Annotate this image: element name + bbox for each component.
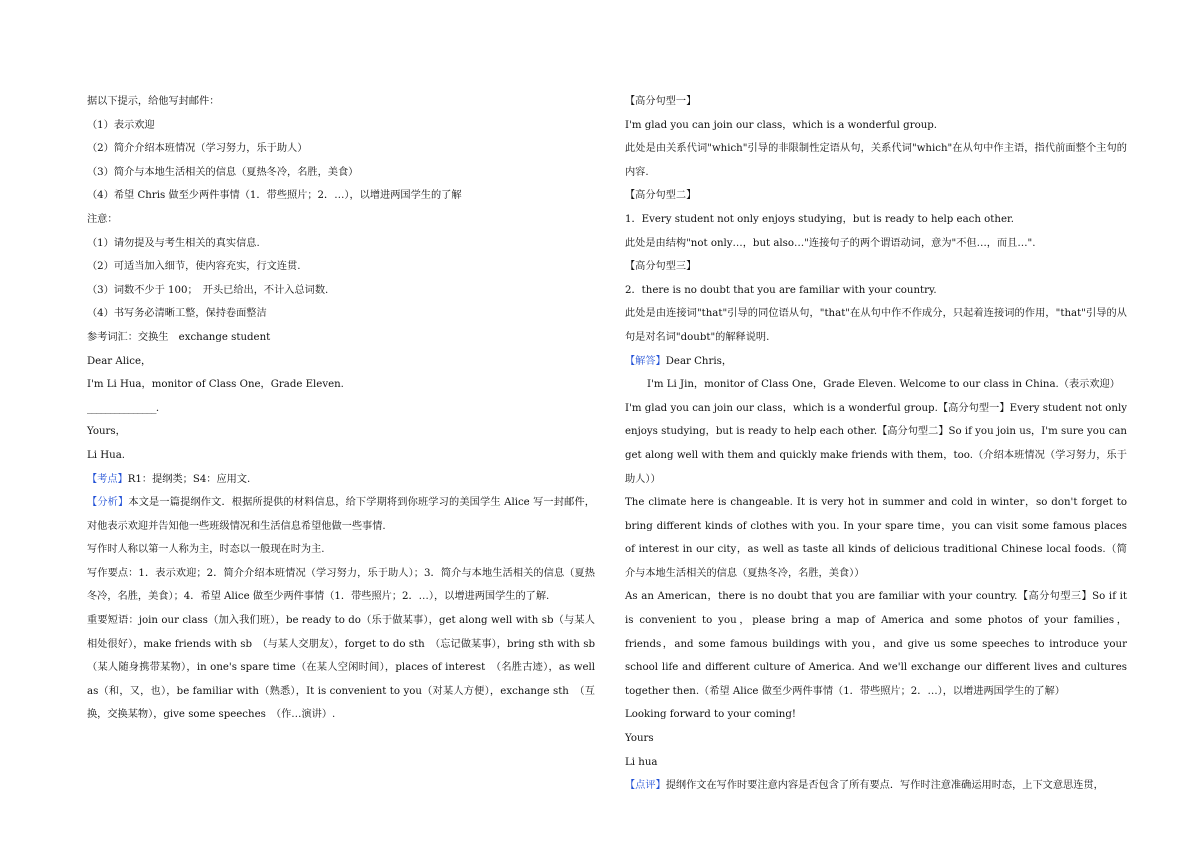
prompt-line: （2）简介介绍本班情况（学习努力，乐于助人） — [87, 143, 308, 155]
prompt-line: （1）表示欢迎 — [87, 119, 155, 131]
answer-paragraph: I'm Li Jin，monitor of Class One，Grade Eleven. Welcome to our class in China.（表示欢迎） — [647, 379, 1120, 391]
answer-paragraph: As an American，there is no doubt that you are familiar with your country.【高分句型三】So if it is convenient to you，please bring a map of America and some photos of your families，friends，and some famous buildings with you，and give us some speeches to introduce your school life and different culture of America. And we'll exchange our different lives and cultures together then.（希望 Alice 做至少两件事情（1．带些照片；2．…），以增进两国学生的了解） — [625, 591, 1127, 697]
answer-closing-line: Looking forward to your coming! — [625, 709, 796, 721]
kaodian-text: R1：提纲类；S4：应用文. — [127, 473, 251, 485]
analysis-paragraph: 写作要点：1．表示欢迎；2．简介介绍本班情况（学习努力，乐于助人）；3．简介与本地生活相关的信息（夏热冬冷，名胜，美食）；4．希望 Alice 做至少两件事情（1．带些照片；2．…），以增进两国学生的了解. — [87, 567, 595, 603]
left-column — [87, 90, 606, 727]
answer-closing-line: Yours — [625, 733, 654, 745]
fenxi-paragraph — [87, 491, 595, 538]
notice-line: （2）可适当加入细节，使内容充实，行文连贯. — [87, 261, 301, 273]
notice-line: （4）书写务必清晰工整，保持卷面整洁 — [87, 308, 267, 320]
letter-signature: Li Hua. — [87, 449, 126, 461]
sentence-pattern-heading: 【高分句型三】 — [625, 261, 697, 273]
dianping-text: 提纲作文在写作时要注意内容是否包含了所有要点．写作时注意准确运用时态，上下文意思连贯， — [665, 780, 1104, 792]
answer-paragraph: The climate here is changeable. It is very hot in summer and cold in winter，so don't forget to bring different kinds of clothes with you. In your spare time，you can visit some famous places of interest in our city，as well as taste all kinds of delicious traditional Chinese local foods.（简介与本地生活相关的信息（夏热冬冷，名胜，美食）） — [625, 497, 1127, 579]
prompt-line: （4）希望 Chris 做至少两件事情（1．带些照片；2．…），以增进两国学生的了解 — [87, 190, 462, 202]
letter-closing: Yours， — [87, 426, 126, 438]
sentence-pattern-explanation: 此处是由结构"not only…，but also…"连接句子的两个谓语动词，意为"不但…，而且…". — [625, 237, 1036, 249]
answer-signature: Li hua — [625, 756, 658, 768]
letter-opening: I'm Li Hua，monitor of Class One，Grade Eleven. — [87, 379, 344, 391]
notice-line: （3）词数不少于 100； 开头已给出，不计入总词数. — [87, 284, 329, 296]
sentence-pattern-example: I'm glad you can join our class，which is a wonderful group. — [625, 119, 938, 131]
notice-line: （1）请勿提及与考生相关的真实信息. — [87, 237, 260, 249]
dianping-line — [625, 774, 1127, 798]
sentence-pattern-explanation: 此处是由关系代词"which"引导的非限制性定语从句，关系代词"which"在从句中作主语，指代前面整个主句的内容. — [625, 143, 1127, 178]
kaodian-line — [87, 468, 595, 492]
fenxi-text: 本文是一篇提纲作文．根据所提供的材料信息，给下学期将到你班学习的美国学生 Alice 写一封邮件，对他表示欢迎并告知他一些班级情况和生活信息希望他做一些事情. — [87, 497, 595, 532]
vocab-line: 参考词汇：交换生 exchange student — [87, 331, 271, 343]
letter-greeting: Dear Alice， — [87, 355, 152, 367]
phrases-paragraph: 重要短语：join our class（加入我们班），be ready to do（乐于做某事），get along well with sb（与某人相处很好），make friends with sb （与某人交朋友），forget to do sth （忘记做某事），bring sth with sb （某人随身携带某物），in one's spare time（在某人空闲时间），places of interest （名胜古迹），as well as（和，又，也），be familiar with（熟悉），It is convenient to you（对某人方便），exchange sth （互换，交换某物），give some speeches （作…演讲）. — [87, 615, 606, 721]
fenxi-tag: 【分析】 — [87, 497, 129, 509]
right-column — [625, 90, 1127, 798]
jieda-line — [625, 350, 1127, 374]
kaodian-tag: 【考点】 — [87, 473, 128, 485]
jieda-tag: 【解答】 — [625, 355, 666, 367]
analysis-paragraph: 写作时人称以第一人称为主，时态以一般现在时为主. — [87, 544, 325, 556]
jieda-text: Dear Chris， — [665, 355, 733, 367]
sentence-pattern-example: 2．there is no doubt that you are familiar with your country. — [625, 284, 937, 296]
sentence-pattern-heading: 【高分句型一】 — [625, 96, 697, 107]
notice-heading: 注意： — [87, 213, 118, 225]
sentence-pattern-example: 1．Every student not only enjoys studying，but is ready to help each other. — [625, 213, 1014, 225]
sentence-pattern-heading: 【高分句型二】 — [625, 190, 697, 202]
dianping-tag: 【点评】 — [625, 780, 666, 792]
answer-paragraph: I'm glad you can join our class，which is a wonderful group.【高分句型一】Every student not only enjoys studying，but is ready to help each other.【高分句型二】So if you join us，I'm sure you can get along well with them and quickly make friends with them，too.（介绍本班情况（学习努力，乐于助人）） — [625, 402, 1127, 485]
prompt-line: （3）简介与本地生活相关的信息（夏热冬冷，名胜，美食） — [87, 166, 359, 178]
sentence-pattern-explanation: 此处是由连接词"that"引导的同位语从句，"that"在从句中作不作成分，只起着连接词的作用，"that"引导的从句是对名词"doubt"的解释说明. — [625, 308, 1127, 343]
prompt-line: 据以下提示，给他写封邮件： — [87, 96, 220, 107]
letter-blank: _______________. — [87, 402, 159, 414]
